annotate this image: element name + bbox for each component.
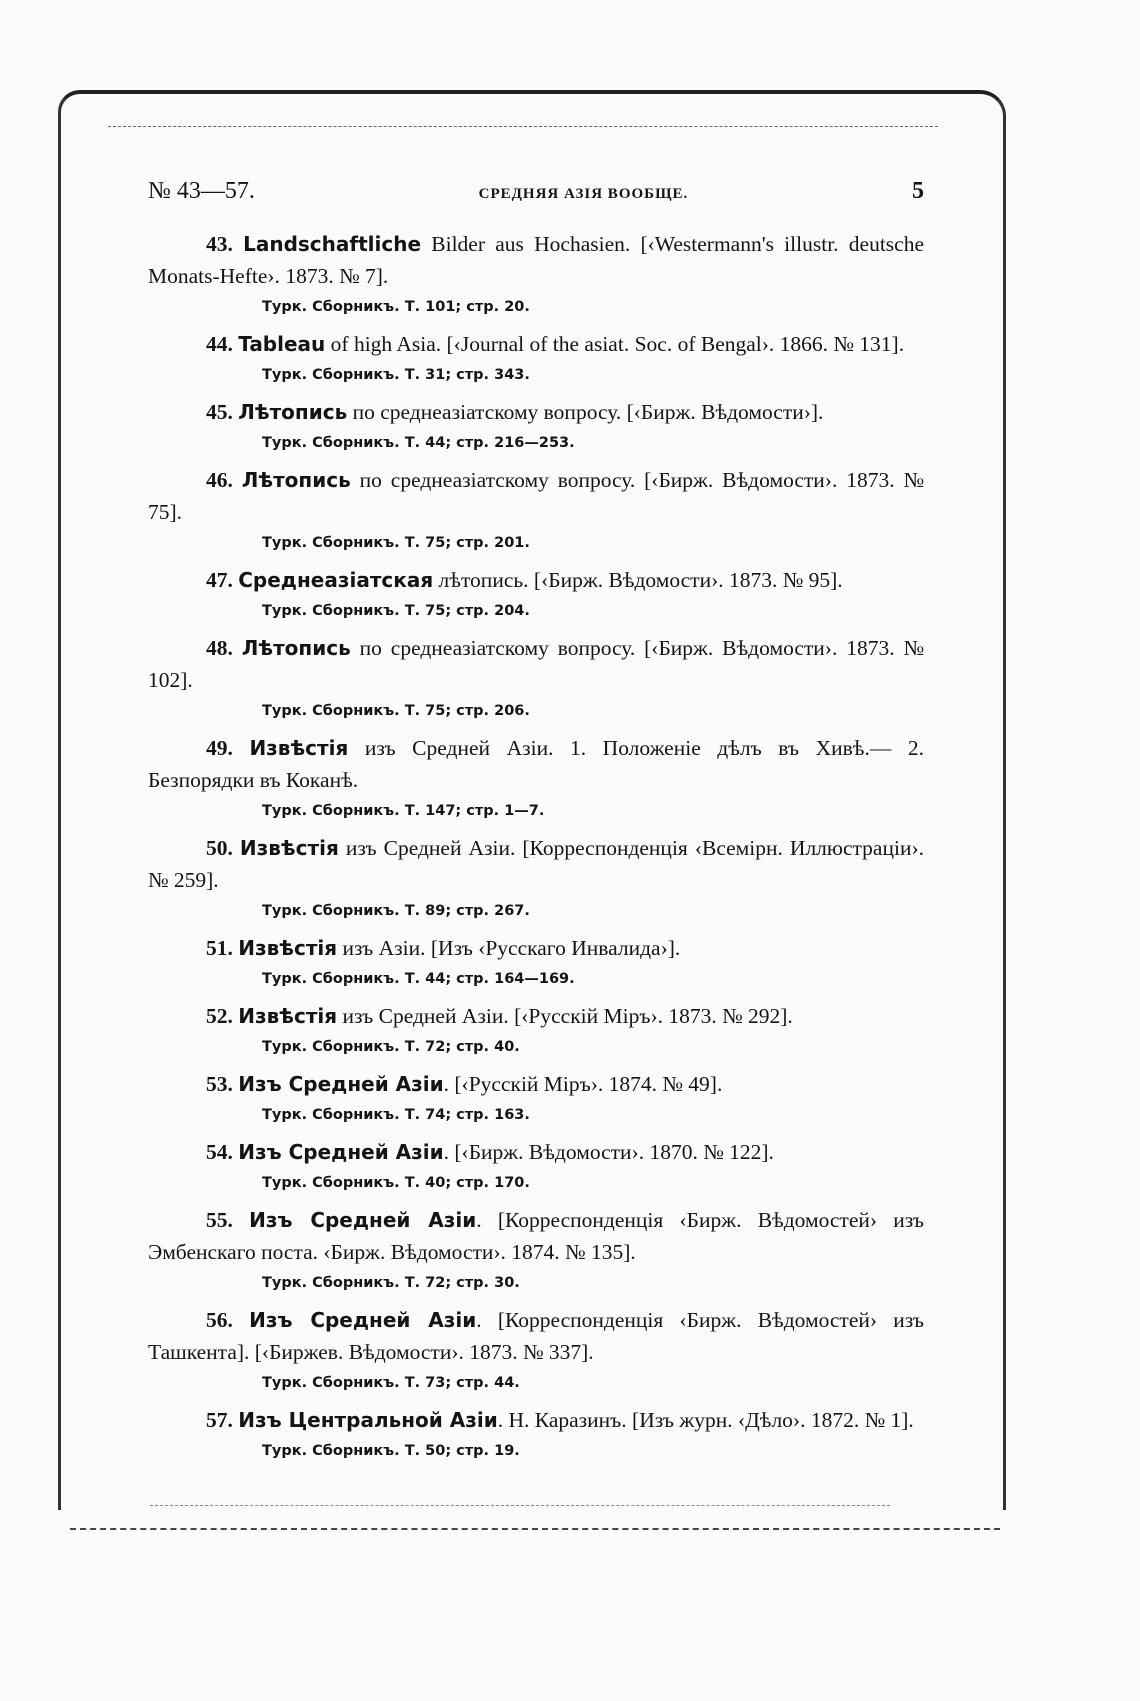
entry-number: 51. <box>206 936 233 960</box>
entry-source: Турк. Сборникъ. Т. 72; стр. 40. <box>262 1039 520 1055</box>
bibliography-entry <box>148 1068 924 1128</box>
entry-number: 56. <box>206 1308 233 1332</box>
entry-number: 52. <box>206 1004 233 1028</box>
bibliography-entry <box>148 1000 924 1060</box>
entry-body: . [‹Русскій Міръ›. 1874. № 49]. <box>443 1072 723 1096</box>
section-title: СРЕДНЯЯ АЗІЯ ВООБЩЕ. <box>478 186 689 202</box>
entry-text <box>148 328 924 360</box>
entry-body: изъ Средней Азіи. [‹Русскій Міръ›. 1873. № 292]. <box>337 1004 793 1028</box>
bibliography-entry <box>148 396 924 456</box>
entry-text <box>148 396 924 428</box>
entry-body: по среднеазіатскому вопросу. [‹Бирж. Вѣдомости›. 1873. № 75]. <box>148 468 924 524</box>
entry-number: 55. <box>206 1208 233 1232</box>
entry-body: . [Корреспонденція ‹Бирж. Вѣдомостей› изъ Ташкента]. [‹Биржев. Вѣдомости›. 1873. № 337]. <box>148 1308 925 1364</box>
bibliography-entry <box>148 1204 924 1296</box>
entry-title: Извѣстія <box>238 1004 338 1028</box>
entry-source: Турк. Сборникъ. Т. 50; стр. 19. <box>262 1443 520 1459</box>
entry-source: Турк. Сборникъ. Т. 72; стр. 30. <box>262 1275 520 1291</box>
entry-number: 45. <box>206 400 233 424</box>
entry-title: Лѣтопись <box>238 400 348 424</box>
entry-number: 57. <box>206 1408 233 1432</box>
entry-source: Турк. Сборникъ. Т. 75; стр. 206. <box>262 703 530 719</box>
entry-title: Лѣтопись <box>241 468 351 492</box>
entry-source: Турк. Сборникъ. Т. 74; стр. 163. <box>262 1107 530 1123</box>
entry-body: изъ Средней Азіи. 1. Положеніе дѣлъ въ Хивѣ.— 2. Безпорядки въ Коканѣ. <box>148 736 925 792</box>
entry-title: Извѣстія <box>249 736 349 760</box>
entry-source: Турк. Сборникъ. Т. 147; стр. 1—7. <box>262 803 545 819</box>
bibliography-entry <box>148 464 924 556</box>
bibliography-entry <box>148 732 924 824</box>
entry-text <box>148 564 924 596</box>
entry-text <box>148 632 924 696</box>
entry-body: . Н. Каразинъ. [Изъ журн. ‹Дѣло›. 1872. № 1]. <box>497 1408 914 1432</box>
entry-number: 43. <box>206 232 233 256</box>
entry-text <box>148 1204 924 1268</box>
page-number: 5 <box>912 178 924 204</box>
entry-text <box>148 932 924 964</box>
page-frame-inner-rule <box>108 126 938 127</box>
entry-body: Bilder aus Hochasien. [‹Westermann's illustr. deutsche Monats-Hefte›. 1873. № 7]. <box>148 232 924 288</box>
page-frame-bottom-rule <box>150 1505 890 1506</box>
bibliography-entry <box>148 328 924 388</box>
bibliography-entry <box>148 1136 924 1196</box>
bibliography-entry <box>148 228 924 320</box>
entry-source: Турк. Сборникъ. Т. 101; стр. 20. <box>262 299 530 315</box>
entry-source: Турк. Сборникъ. Т. 73; стр. 44. <box>262 1375 520 1391</box>
entry-body: изъ Азіи. [Изъ ‹Русскаго Инвалида›]. <box>337 936 681 960</box>
entry-body: по среднеазіатскому вопросу. [‹Бирж. Вѣдомости›. 1873. № 102]. <box>148 636 924 692</box>
bibliography-entry <box>148 932 924 992</box>
entry-number: 48. <box>206 636 233 660</box>
entry-text <box>148 1404 924 1436</box>
entry-title: Изъ Центральной Азіи <box>238 1408 498 1432</box>
entry-text <box>148 732 924 796</box>
entry-title: Изъ Средней Азіи <box>238 1072 444 1096</box>
entry-source: Турк. Сборникъ. Т. 40; стр. 170. <box>262 1175 530 1191</box>
entry-title: Извѣстія <box>238 936 338 960</box>
bibliography-entry <box>148 632 924 724</box>
bibliography-entry <box>148 832 924 924</box>
entry-text <box>148 228 924 292</box>
bibliography-entry <box>148 564 924 624</box>
entry-body: . [Корреспонденція ‹Бирж. Вѣдомостей› изъ Эмбенскаго поста. ‹Бирж. Вѣдомости›. 1874. № 135]. <box>148 1208 925 1264</box>
entry-body: . [‹Бирж. Вѣдомости›. 1870. № 122]. <box>443 1140 774 1164</box>
entry-title: Изъ Средней Азіи <box>249 1308 477 1332</box>
bibliography-list <box>148 228 924 1464</box>
entry-title: Лѣтопись <box>241 636 351 660</box>
entry-range: № 43—57. <box>148 178 255 204</box>
entry-number: 47. <box>206 568 233 592</box>
entry-text <box>148 1136 924 1168</box>
entry-source: Турк. Сборникъ. Т. 44; стр. 216—253. <box>262 435 575 451</box>
bibliography-entry <box>148 1404 924 1464</box>
entry-source: Турк. Сборникъ. Т. 75; стр. 201. <box>262 535 530 551</box>
page-content <box>148 178 924 1464</box>
entry-body: по среднеазіатскому вопросу. [‹Бирж. Вѣдомости›]. <box>347 400 824 424</box>
entry-body: изъ Средней Азіи. [Корреспонденція ‹Всемірн. Иллюстраціи›. № 259]. <box>148 836 924 892</box>
entry-body: лѣтопись. [‹Бирж. Вѣдомости›. 1873. № 95]. <box>433 568 843 592</box>
entry-title: Landschaftliche <box>243 232 422 256</box>
entry-number: 50. <box>206 836 233 860</box>
entry-number: 54. <box>206 1140 233 1164</box>
running-header <box>148 178 924 218</box>
entry-title: Среднеазіатская <box>238 568 434 592</box>
entry-title: Tableau <box>238 332 326 356</box>
entry-number: 53. <box>206 1072 233 1096</box>
entry-body: of high Asia. [‹Journal of the asiat. Soc. of Bengal›. 1866. № 131]. <box>325 332 905 356</box>
entry-source: Турк. Сборникъ. Т. 31; стр. 343. <box>262 367 530 383</box>
entry-number: 49. <box>206 736 233 760</box>
page-frame-bottom-border <box>70 1528 1000 1530</box>
entry-text <box>148 832 924 896</box>
entry-text <box>148 1000 924 1032</box>
entry-text <box>148 464 924 528</box>
entry-text <box>148 1304 924 1368</box>
entry-title: Извѣстія <box>239 836 339 860</box>
entry-text <box>148 1068 924 1100</box>
entry-number: 46. <box>206 468 233 492</box>
entry-source: Турк. Сборникъ. Т. 75; стр. 204. <box>262 603 530 619</box>
entry-number: 44. <box>206 332 233 356</box>
entry-source: Турк. Сборникъ. Т. 89; стр. 267. <box>262 903 530 919</box>
bibliography-entry <box>148 1304 924 1396</box>
entry-title: Изъ Средней Азіи <box>238 1140 444 1164</box>
entry-title: Изъ Средней Азіи <box>249 1208 477 1232</box>
entry-source: Турк. Сборникъ. Т. 44; стр. 164—169. <box>262 971 575 987</box>
